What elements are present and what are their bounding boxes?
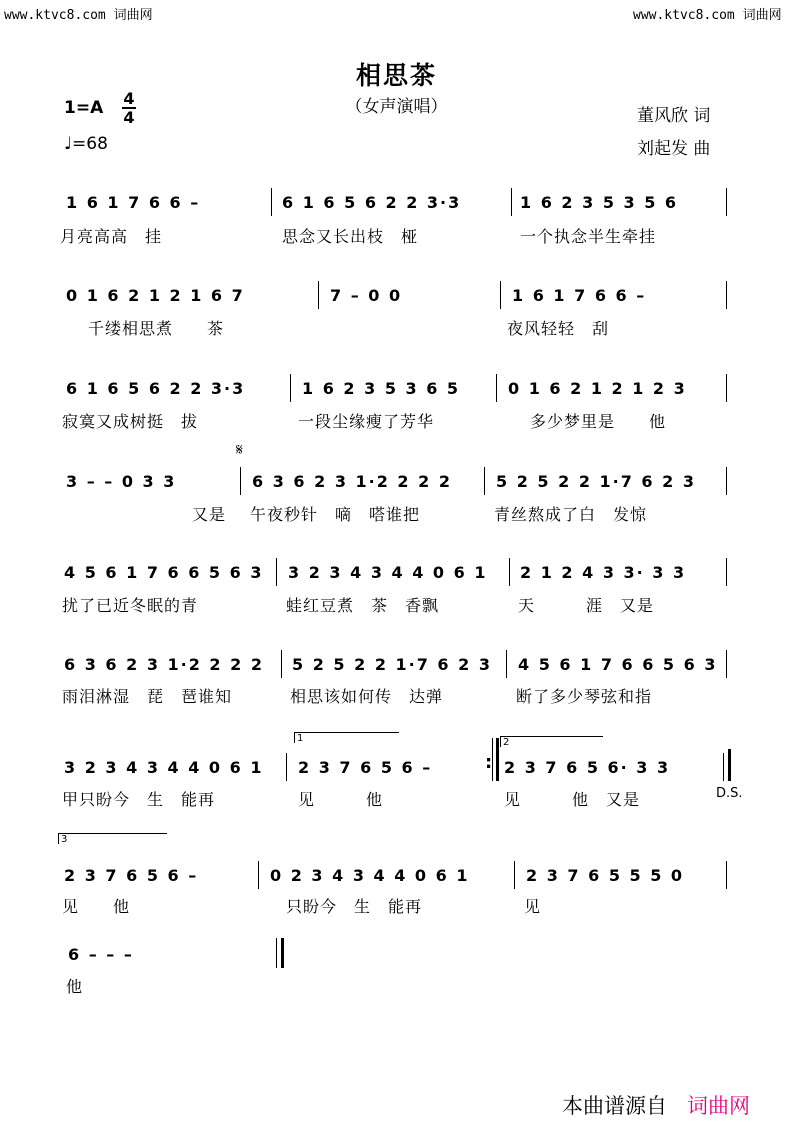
lyric-line: 一个执念半生牵挂 [520,227,657,246]
barline [726,467,727,495]
barline [726,558,727,586]
lyric-line: 思念又长出枝 桠 [282,227,419,246]
footer-text: 本曲谱源自 [562,1094,667,1118]
lyric-line: 甲只盼今 生 能再 [62,790,216,809]
measure-notes: 5 2 5 2 2 1·7 6 2 3 [496,472,696,491]
lyric-line: 寂寞又成树挺 拔 [62,412,199,431]
lyric-line: 见 他 [62,897,131,916]
lyric-line: 蛙红豆煮 茶 香飘 [286,596,440,615]
lyric-line: 见 [524,897,542,916]
measure-notes: 2 3 7 6 5 6 – [64,866,199,885]
barline [726,281,727,309]
lyric-line: 天 涯 又是 [518,596,655,615]
composer-credit: 刘起发 曲 [637,139,711,159]
measure-notes: 3 – – 0 3 3 [66,472,177,491]
barline [492,738,493,781]
measure-notes: 2 1 2 4 3 3· 3 3 [520,563,687,582]
lyric-line: 夜风轻轻 刮 [507,319,610,338]
lyric-line: 断了多少琴弦和指 [516,687,653,706]
barline [726,188,727,216]
measure-notes: 1 6 1 7 6 6 – [66,193,201,212]
barline [276,938,277,968]
lyric-line: 只盼今 生 能再 [286,897,423,916]
measure-notes: 5 2 5 2 2 1·7 6 2 3 [292,655,492,674]
song-title: 相思茶 [355,61,437,90]
lyric-line: 见 他 又是 [504,790,641,809]
barline [726,650,727,678]
barline [271,188,272,216]
volta-number: 1 [297,733,304,744]
barline [318,281,319,309]
measure-notes: 1 6 2 3 5 3 5 6 [520,193,679,212]
barline [511,188,512,216]
song-subtitle: （女声演唱） [345,97,448,117]
lyric-line: 午夜秒针 嘀 嗒谁把 [250,505,421,524]
lyricist-credit: 董风欣 词 [637,106,711,126]
barline [726,374,727,402]
measure-notes: 0 2 3 4 3 4 4 0 6 1 [270,866,470,885]
lyric-line: 他 [66,977,84,996]
barline [276,558,277,586]
measure-notes: 1 6 1 7 6 6 – [512,286,647,305]
dal-segno-marking: D.S. [716,786,743,801]
barline [290,374,291,402]
measure-notes: 7 – 0 0 [330,286,403,305]
watermark-right: www.ktvc8.com 词曲网 [633,8,782,23]
measure-notes: 6 1 6 5 6 2 2 3·3 [66,379,246,398]
lyric-line: 又是 [192,505,227,524]
volta-number: 3 [61,834,68,845]
measure-notes: 2 3 7 6 5 5 5 0 [526,866,685,885]
time-signature [122,90,136,126]
barline [496,374,497,402]
barline [484,467,485,495]
lyric-line: 一段尘缘瘦了芳华 [298,412,435,431]
volta-bracket-3 [58,833,167,844]
time-signature-top: 4 [123,89,135,108]
key-signature: 1=A [64,98,104,118]
barline [258,861,259,889]
measure-notes: 6 3 6 2 3 1·2 2 2 2 [64,655,264,674]
final-barline [281,938,284,968]
lyric-line: 相思该如何传 达弹 [290,687,444,706]
time-signature-bottom: 4 [123,108,135,127]
source-footer [562,1090,750,1120]
lyric-line: 青丝熬成了白 发惊 [494,505,648,524]
measure-notes: 1 6 2 3 5 3 6 5 [302,379,461,398]
measure-notes: 3 2 3 4 3 4 4 0 6 1 [288,563,488,582]
lyric-line: 雨泪淋湿 琵 琶谁知 [62,687,233,706]
footer-site-link[interactable]: 词曲网 [687,1094,750,1118]
watermark-left: www.ktvc8.com 词曲网 [4,8,153,23]
volta-bracket-2 [500,736,603,747]
lyric-line: 扰了已近冬眠的青 [62,596,199,615]
barline [506,650,507,678]
measure-notes: 4 5 6 1 7 6 6 5 6 3 [518,655,718,674]
volta-bracket-1 [294,732,399,743]
barline [286,753,287,781]
measure-notes: 2 3 7 6 5 6· 3 3 [504,758,671,777]
lyric-line: 多少梦里是 他 [530,412,667,431]
lyric-line: 月亮高高 挂 [60,227,163,246]
tempo-marking: ♩=68 [64,134,108,154]
measure-notes: 2 3 7 6 5 6 – [298,758,433,777]
measure-notes: 6 3 6 2 3 1·2 2 2 2 [252,472,452,491]
barline [514,861,515,889]
final-barline [728,749,731,781]
measure-notes: 4 5 6 1 7 6 6 5 6 3 [64,563,264,582]
measure-notes: 3 2 3 4 3 4 4 0 6 1 [64,758,264,777]
volta-number: 2 [503,737,510,748]
barline [723,753,724,781]
barline [500,281,501,309]
barline [240,467,241,495]
lyric-line: 千缕相思煮 茶 [88,319,225,338]
segno-sign: 𝄋 [236,440,243,459]
barline [726,861,727,889]
lyric-line: 见 他 [298,790,384,809]
measure-notes: 6 – – – [68,945,134,964]
barline [281,650,282,678]
measure-notes: 6 1 6 5 6 2 2 3·3 [282,193,462,212]
barline [509,558,510,586]
measure-notes: 0 1 6 2 1 2 1 6 7 [66,286,245,305]
measure-notes: 0 1 6 2 1 2 1 2 3 [508,379,687,398]
repeat-barline [496,738,499,781]
repeat-dots: : [485,752,493,773]
